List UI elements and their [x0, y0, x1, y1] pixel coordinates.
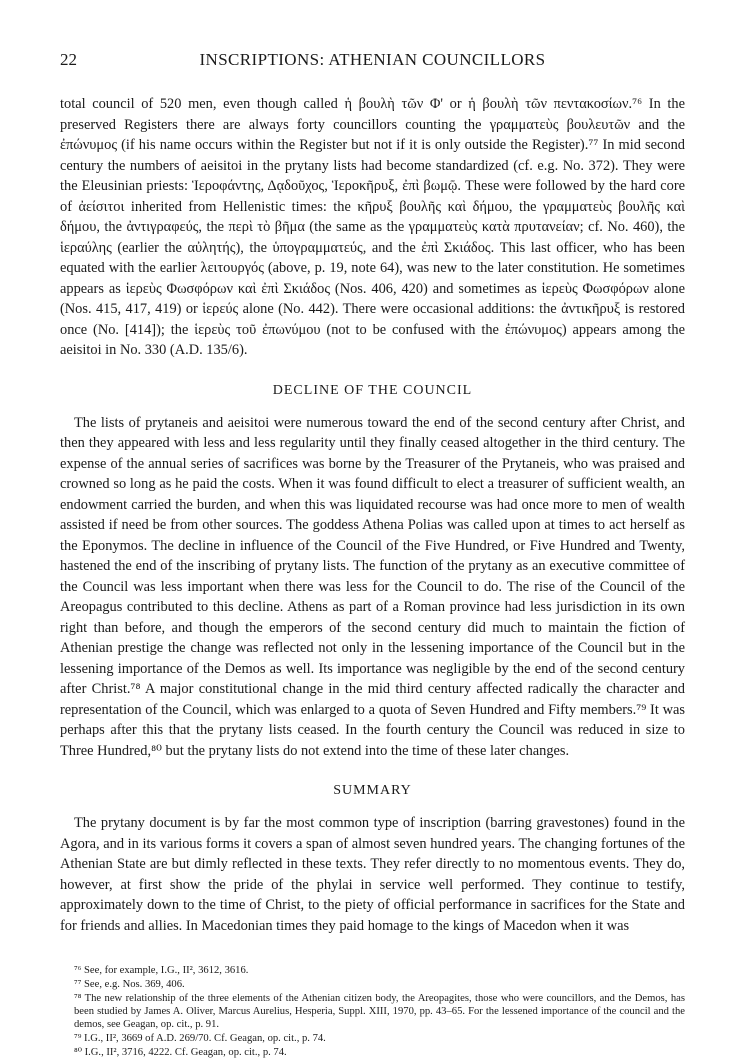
footnote-77: ⁷⁷ See, e.g. Nos. 369, 406. — [74, 979, 185, 990]
footnote-79: ⁷⁹ I.G., II², 3669 of A.D. 269/70. Cf. Geagan, op. cit., p. 74. — [74, 1033, 326, 1044]
footnotes — [60, 964, 685, 1059]
intro-paragraph: total council of 520 men, even though called ἡ βουλὴ τῶν Φ' or ἡ βουλὴ τῶν πεντακοσίων.⁷⁶ In the preserved Registers there are always forty councillors counting the γραμματεὺς βουλευτῶν and the ἐπώνυμος (if his name occurs within the Register but not if it is only outside the Register).⁷⁷ In mid second century the numbers of aeisitoi in the prytany lists had become standardized (cf. e.g. No. 372). They were the Eleusinian priests: Ἱεροφάντης, Δᾳδοῦχος, Ἱεροκῆρυξ, ἐπὶ βωμῷ. These were followed by the hard core of ἀείσιτοι inherited from Hellenistic times: the κῆρυξ βουλῆς καὶ δήμου, the γραμματεὺς βουλῆς καὶ δήμου, the ἀντιγραφεύς, the περὶ τὸ βῆμα (the same as the γραμματεὺς κατὰ πρυτανείαν; cf. No. 460), the ἱεραύλης (earlier the αὐλητής), the ὑπογραμματεύς, and the ἐπὶ Σκιάδος. This last officer, who has been equated with the earlier λειτουργός (above, p. 19, note 64), was new to the later constitution. He sometimes appears as ἱερεὺς Φωσφόρων καὶ ἐπὶ Σκιάδος (Nos. 406, 420) and sometimes as ἱερεὺς Φωσφόρων alone (Nos. 415, 417, 419) or ἱερεύς alone (No. 442). There were occasional additions: the ἀντικῆρυξ is restored once (No. [414]); the ἱερεὺς τοῦ ἐπωνύμου (not to be confused with the ἐπώνυμος) appears among the aeisitoi in No. 330 (A.D. 135/6). — [60, 96, 685, 358]
section-heading-decline: DECLINE OF THE COUNCIL — [272, 382, 473, 398]
summary-paragraph: The prytany document is by far the most common type of inscription (barring gravestones) found in the Agora, and in its various forms it covers a span of almost seven hundred years. The changing fortunes of the Athenian State are but dimly reflected in these texts. They refer directly to no momentous events. They do, however, at first show the pride of the phylai in service well performed. They continue to testify, approximately down to the time of Christ, to the piety of official performance in sacrifices for the State and for friends and allies. In Macedonian times they paid homage to the kings of Macedon when it was — [60, 815, 685, 934]
footnote-78: ⁷⁸ The new relationship of the three elements of the Athenian citizen body, the Areopagites, those who were councillors, and the Demos, has been studied by James A. Oliver, Marcus Aurelius, Hesperia, Suppl. XIII, 1970, pp. 43–65. For the lessened importance of the council and the demos, see Geagan, op. cit., p. 91. — [74, 993, 685, 1030]
decline-paragraph: The lists of prytaneis and aeisitoi were numerous toward the end of the second century after Christ, and then they appeared with less and less regularity until they finally ceased altogether in the third century. The expense of the annual series of sacrifices was borne by the Treasurer of the Prytaneis, who was praised and crowned so long as he paid the costs. When it was found difficult to elect a treasurer of sufficient wealth, an endowment carried the burden, and when this was liquidated recourse was had once more to men of wealth assisted if need be from other sources. The goddess Athena Polias was called upon at times to act herself as the Eponymos. The decline in influence of the Council of the Five Hundred, or Five Hundred and Twenty, hastened the end of the inscribing of prytany lists. The function of the prytany as an executive committee of the Council was less important when there was less for the Council to do. The rise of the Council of the Areopagus contributed to this decline. Athens as part of a Roman province had less jurisdiction in its own right than before, and though the emperors of the second century did much to maintain the fiction of Athenian prestige the change was reflected not only in the lessening importance of the Council but in the lessening importance of the Demos as well. Its importance was negligible by the end of the second century after Christ.⁷⁸ A major constitutional change in the mid third century affected radically the character and representation of the Council, which was enlarged to a quota of Seven Hundred and Fifty members.⁷⁹ It was perhaps after this that the prytany lists ceased. In the fourth century the Council was reduced in size to Three Hundred,⁸⁰ but the prytany lists do not extend into the time of these later changes. — [60, 414, 685, 759]
running-title: INSCRIPTIONS: ATHENIAN COUNCILLORS — [199, 50, 546, 69]
page — [60, 50, 685, 1060]
page-number: 22 — [60, 50, 77, 69]
section-heading-summary: SUMMARY — [333, 783, 412, 798]
running-header — [60, 50, 685, 78]
footnote-76: ⁷⁶ See, for example, I.G., II², 3612, 3616. — [74, 965, 249, 976]
footnote-80: ⁸⁰ I.G., II², 3716, 4222. Cf. Geagan, op. cit., p. 74. — [74, 1047, 287, 1058]
